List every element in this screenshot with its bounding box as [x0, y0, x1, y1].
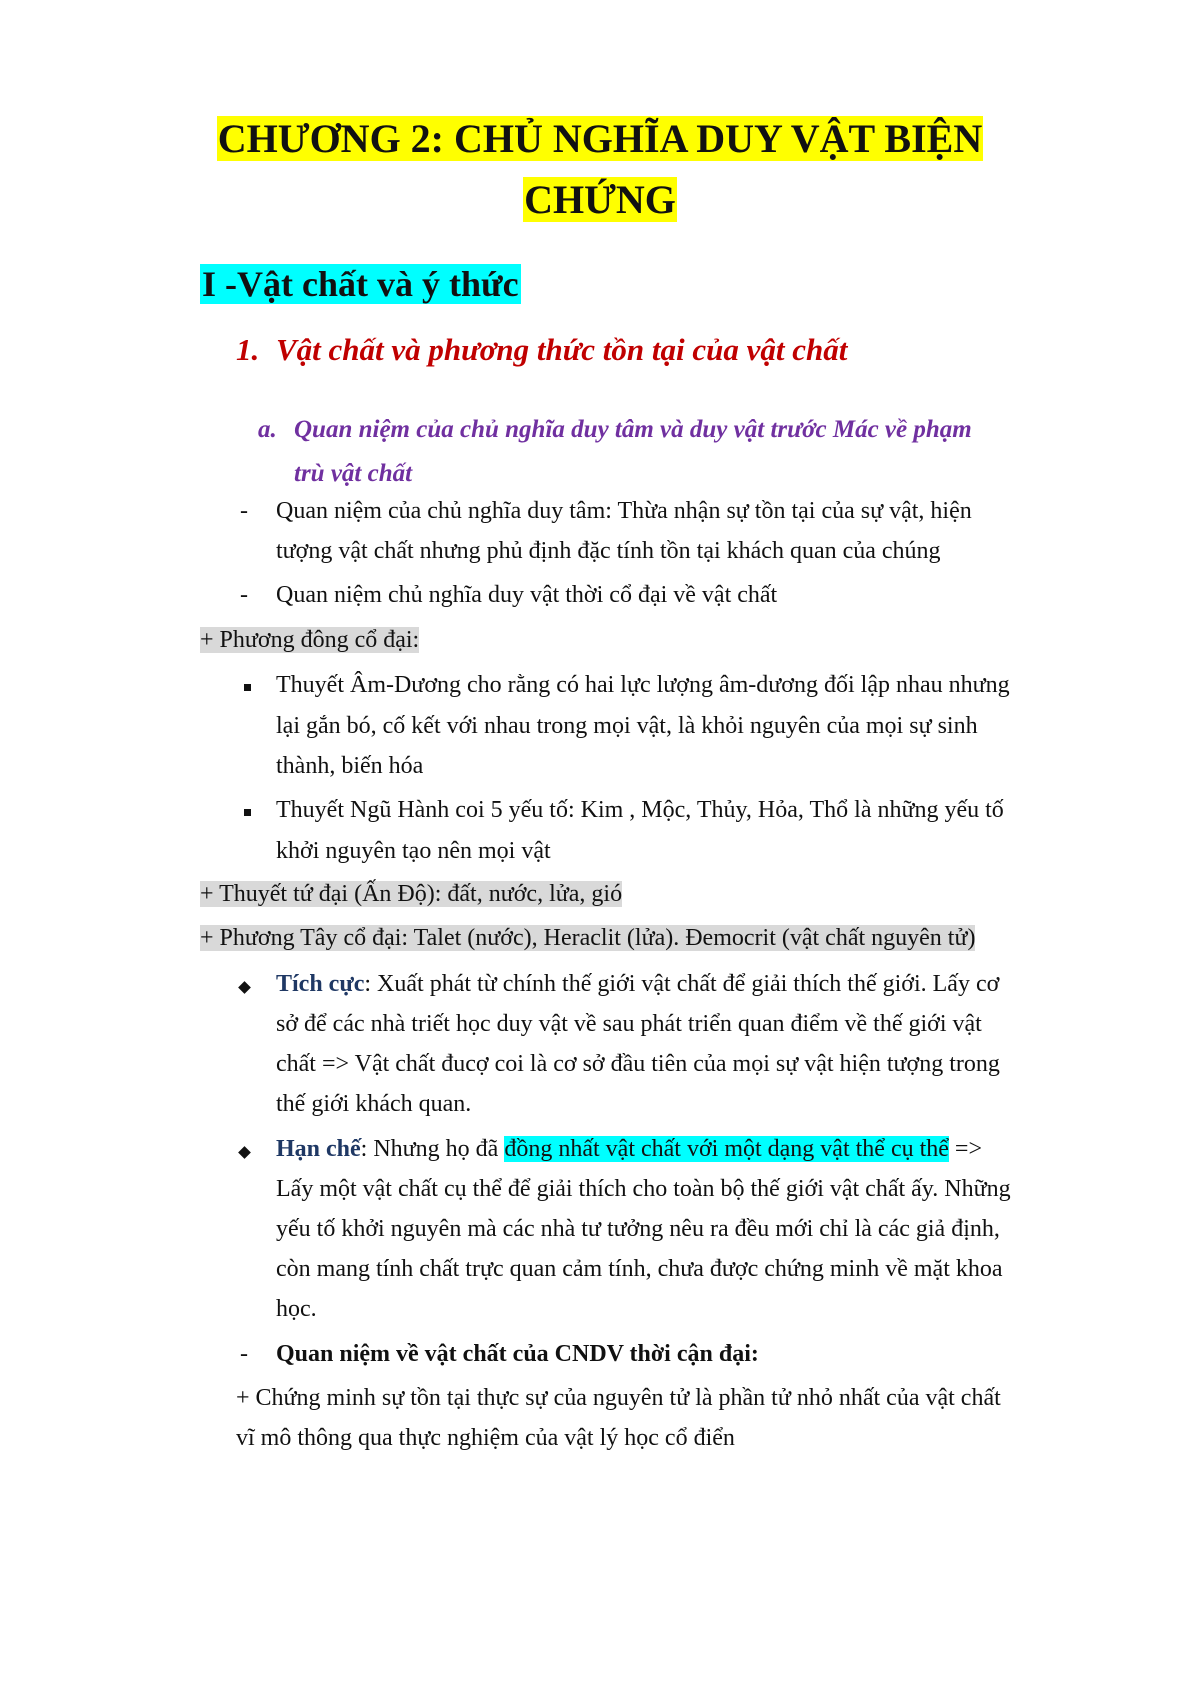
idealism-item-line-1: Quan niệm của chủ nghĩa duy tâm: Thừa nhận sự tồn tại của sự vật, hiện: [276, 498, 972, 524]
dash-marker: -: [240, 498, 248, 524]
square-bullet-icon: [244, 684, 251, 691]
limitation-line-4: còn mang tính chất trực quan cảm tính, chưa được chứng minh về mặt khoa: [276, 1256, 1003, 1282]
chapter-title-line-1: CHƯƠNG 2: CHỦ NGHĨA DUY VẬT BIỆN: [217, 116, 983, 161]
subsection-number: 1.: [236, 332, 260, 367]
proof-line-1: + Chứng minh sự tồn tại thực sự của nguyên tử là phần tử nhỏ nhất của vật chất: [236, 1385, 1001, 1411]
diamond-bullet-icon: [238, 981, 251, 994]
positive-line-1: Tích cực: Xuất phát từ chính thế giới vật chất để giải thích thế giới. Lấy cơ: [276, 971, 1000, 997]
modern-materialism-heading: Quan niệm về vật chất của CNDV thời cận đại:: [276, 1341, 759, 1367]
subsubsection-heading: [258, 408, 972, 496]
east-ancient-label: + Phương đông cổ đại:: [200, 627, 420, 653]
limitation-line-5: học.: [276, 1296, 317, 1322]
india-four-elements: + Thuyết tứ đại (Ấn Độ): đất, nước, lửa, gió: [200, 881, 623, 907]
positive-label: Tích cực: [276, 971, 365, 997]
positive-line-4: thế giới khách quan.: [276, 1091, 472, 1117]
nguhanh-line-1: Thuyết Ngũ Hành coi 5 yếu tố: Kim , Mộc, Thủy, Hỏa, Thổ là những yếu tố: [276, 797, 1004, 823]
limitation-highlight: đồng nhất vật chất với một dạng vật thể cụ thể: [504, 1136, 949, 1162]
chapter-title-line-2: CHỨNG: [524, 177, 676, 222]
subsubsection-letter: a.: [258, 416, 277, 443]
proof-line-2: vĩ mô thông qua thực nghiệm của vật lý học cổ điển: [236, 1425, 735, 1451]
section-heading: I -Vật chất và ý thức: [202, 264, 519, 304]
limitation-line-1: Hạn chế: Nhưng họ đã đồng nhất vật chất với một dạng vật thể cụ thể =>: [276, 1136, 982, 1162]
limitation-line-2: Lấy một vật chất cụ thể để giải thích cho toàn bộ thế giới vật chất ấy. Những: [276, 1176, 1011, 1202]
square-bullet-icon: [244, 809, 251, 816]
ancient-materialism-item: Quan niệm chủ nghĩa duy vật thời cổ đại về vật chất: [276, 582, 778, 608]
dash-marker: -: [240, 582, 248, 608]
subsection-title: Vật chất và phương thức tồn tại của vật chất: [276, 332, 848, 367]
amduong-line-2: lại gắn bó, cố kết với nhau trong mọi vật, là khỏi nguyên của mọi sự sinh: [276, 713, 978, 739]
subsubsection-title-line-1: Quan niệm của chủ nghĩa duy tâm và duy vật trước Mác về phạm: [294, 416, 972, 443]
subsection-heading: [236, 330, 847, 370]
idealism-item-line-2: tượng vật chất nhưng phủ định đặc tính tồn tại khách quan của chúng: [276, 538, 941, 564]
dash-marker: -: [240, 1341, 248, 1367]
positive-line-2: sở để các nhà triết học duy vật về sau phát triển quan điểm về thế giới vật: [276, 1011, 982, 1037]
limitation-line-3: yếu tố khởi nguyên mà các nhà tư tưởng nêu ra đều mới chỉ là các giả định,: [276, 1216, 1000, 1242]
positive-line-3: chất => Vật chất đucợ coi là cơ sở đầu tiên của mọi sự vật hiện tượng trong: [276, 1051, 1000, 1077]
nguhanh-line-2: khởi nguyên tạo nên mọi vật: [276, 838, 551, 864]
amduong-line-3: thành, biến hóa: [276, 753, 424, 779]
diamond-bullet-icon: [238, 1146, 251, 1159]
amduong-line-1: Thuyết Âm-Dương cho rằng có hai lực lượng âm-dương đối lập nhau nhưng: [276, 672, 1010, 698]
limitation-label: Hạn chế: [276, 1136, 361, 1162]
subsubsection-title-line-2: trù vật chất: [294, 460, 413, 487]
west-ancient: + Phương Tây cổ đại: Talet (nước), Heraclit (lửa). Đemocrit (vật chất nguyên tử): [200, 925, 976, 951]
